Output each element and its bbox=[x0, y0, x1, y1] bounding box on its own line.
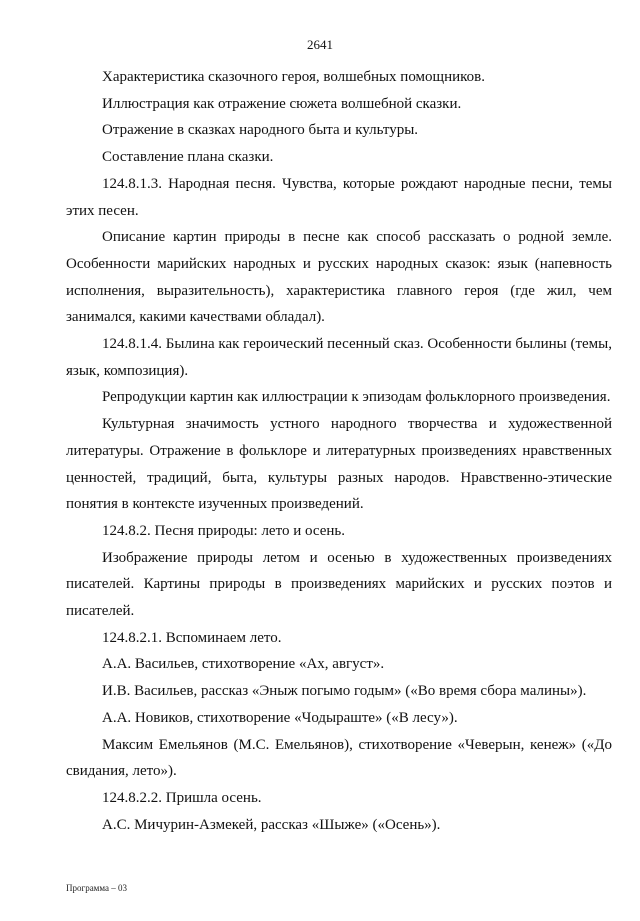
paragraph-reproductions: Репродукции картин как иллюстрации к эпизодам фольклорного произведения. bbox=[102, 389, 611, 406]
list-item-michurin-story: А.С. Мичурин-Азмекей, рассказ «Шыже» («Осень»). bbox=[102, 816, 441, 833]
document-body bbox=[66, 64, 612, 838]
paragraph-tale-plan: Составление плана сказки. bbox=[102, 149, 274, 166]
list-item-vasilyev-poem: А.А. Васильев, стихотворение «Ах, август». bbox=[102, 656, 385, 673]
section-heading-nature-song: 124.8.2. Песня природы: лето и осень. bbox=[102, 522, 345, 539]
paragraph-illustration: Иллюстрация как отражение сюжета волшебной сказки. bbox=[102, 95, 462, 112]
section-heading-remember-summer: 124.8.2.1. Вспоминаем лето. bbox=[102, 629, 282, 646]
paragraph-hero-characteristics: Характеристика сказочного героя, волшебных помощников. bbox=[102, 69, 485, 85]
list-item-emelyanov-poem: Максим Емельянов (М.С. Емельянов), стихотворение «Чеверын, кенеж» («До свидания, лето»). bbox=[66, 736, 612, 780]
list-item-novikov-poem: А.А. Новиков, стихотворение «Чодыраште» («В лесу»). bbox=[102, 709, 458, 726]
section-heading-autumn-came: 124.8.2.2. Пришла осень. bbox=[102, 789, 262, 806]
list-item-vasilyev-story: И.В. Васильев, рассказ «Эныж погымо годым» («Во время сбора малины»). bbox=[102, 683, 587, 700]
paragraph-cultural-significance: Культурная значимость устного народного творчества и художественной литературы. Отражение в фольклоре и литературных произведениях нравственных ценностей, традиций, быта, культуры разных народов. Нравственно-этические понятия в контексте изученных произведений. bbox=[66, 416, 612, 513]
section-heading-bylina: 124.8.1.4. Былина как героический песенный сказ. Особенности былины (темы, язык, композиция). bbox=[66, 336, 612, 379]
section-heading-folk-song: 124.8.1.3. Народная песня. Чувства, которые рождают народные песни, темы этих песен. bbox=[66, 175, 612, 219]
paragraph-folk-life: Отражение в сказках народного быта и культуры. bbox=[102, 122, 419, 139]
paragraph-nature-depiction: Изображение природы летом и осенью в художественных произведениях писателей. Картины природы в произведениях марийских и русских поэтов и писателей. bbox=[66, 549, 612, 620]
page-number: 2641 bbox=[307, 37, 333, 52]
paragraph-nature-in-song: Описание картин природы в песне как способ рассказать о родной земле. Особенности марийских народных и русских народных сказок: язык (напевность исполнения, выразительность), характеристика главного героя (где жил, чем занимался, какими качествами обладал). bbox=[66, 229, 612, 326]
page-footer: Программа – 03 bbox=[66, 883, 128, 893]
